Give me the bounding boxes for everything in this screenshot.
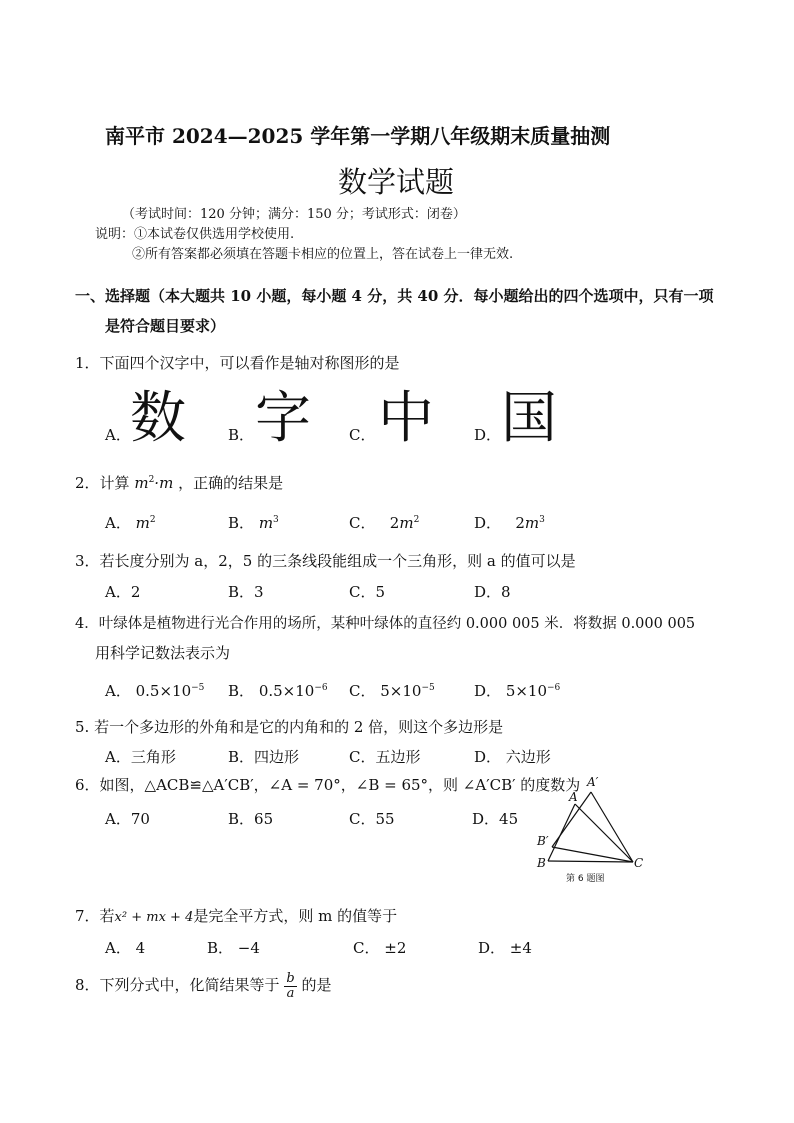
q7-option-a: A． 4 bbox=[105, 939, 146, 957]
label-a: A bbox=[569, 790, 578, 804]
label-c: C bbox=[634, 856, 644, 870]
q4-option-c-mant: 5×10 bbox=[380, 682, 422, 700]
q2-stem-post: ，正确的结果是 bbox=[178, 474, 284, 492]
q8-fraction bbox=[284, 972, 296, 1001]
q4-option-c-label: C． bbox=[349, 682, 376, 700]
q6-option-c: C．55 bbox=[349, 810, 395, 828]
q1-char-d: 国 bbox=[501, 386, 557, 451]
section-heading-line2: 是符合题目要求） bbox=[105, 317, 226, 335]
q8-stem-post: 的是 bbox=[301, 976, 332, 994]
q2-option-d bbox=[474, 512, 545, 533]
q2-option-a-base: m bbox=[135, 514, 150, 532]
label-a-prime: A′ bbox=[587, 775, 599, 789]
q3-option-a: A．2 bbox=[105, 583, 141, 601]
q7-option-c: C． ±2 bbox=[353, 939, 407, 957]
exam-subject: 数学试题 bbox=[338, 165, 455, 199]
q3-option-c: C．5 bbox=[349, 583, 386, 601]
q5-stem: 5. 若一个多边形的外角和是它的内角和的 2 倍，则这个多边形是 bbox=[75, 718, 504, 736]
q4-option-a-label: A． bbox=[105, 682, 131, 700]
q4-stem-line2: 用科学记数法表示为 bbox=[95, 644, 231, 662]
q7-option-b: B． −4 bbox=[207, 939, 260, 957]
q2-option-b-exp: 3 bbox=[273, 515, 279, 525]
exam-title: 南平市 2024—2025 学年第一学期八年级期末质量抽测 bbox=[105, 124, 611, 148]
q4-option-a-mant: 0.5×10 bbox=[135, 682, 192, 700]
edge-a-b bbox=[548, 804, 575, 861]
q7-stem-post: 是完全平方式，则 m 的值等于 bbox=[193, 907, 398, 925]
q1-label-a: A． bbox=[105, 426, 131, 444]
q2-expr-base: m bbox=[134, 474, 149, 492]
edge-b-c bbox=[548, 861, 633, 862]
q7-expr: x² + mx + 4 bbox=[114, 910, 194, 925]
q5-option-c: C．五边形 bbox=[349, 748, 421, 766]
q4-option-d bbox=[474, 680, 560, 701]
q3-option-b: B．3 bbox=[228, 583, 264, 601]
q2-option-b-base: m bbox=[258, 514, 274, 532]
q3-stem: 3．若长度分别为 a，2，5 的三条线段能组成一个三角形，则 a 的值可以是 bbox=[75, 552, 576, 570]
q4-option-d-mant: 5×10 bbox=[505, 682, 548, 700]
q7-option-d: D． ±4 bbox=[478, 939, 532, 957]
q2-option-c-coef: 2 bbox=[389, 514, 400, 532]
q4-stem-line1: 4．叶绿体是植物进行光合作用的场所，某种叶绿体的直径约 0.000 005 米．将数据 0.000 005 bbox=[75, 616, 696, 632]
q2-expr-exp: 2 bbox=[148, 475, 155, 485]
label-b: B bbox=[537, 856, 546, 870]
q1-label-c: C． bbox=[349, 426, 376, 444]
q1-label-d: D． bbox=[474, 426, 502, 444]
q4-option-d-label: D． bbox=[474, 682, 502, 700]
q2-option-d-base: m bbox=[524, 514, 540, 532]
q1-stem: 1．下面四个汉字中，可以看作是轴对称图形的是 bbox=[75, 354, 400, 372]
q8-frac-num: b bbox=[286, 970, 295, 986]
q2-option-b bbox=[228, 512, 279, 533]
q4-option-b-label: B． bbox=[228, 682, 255, 700]
q4-option-a bbox=[105, 680, 204, 701]
label-b-prime: B′ bbox=[537, 834, 549, 848]
q2-option-d-label: D． bbox=[474, 514, 502, 532]
q2-option-d-exp: 3 bbox=[539, 515, 545, 525]
q4-option-a-exp: −5 bbox=[191, 683, 205, 693]
q7-stem-pre: 7．若 bbox=[75, 907, 115, 925]
q4-option-c-exp: −5 bbox=[421, 683, 435, 693]
q1-char-c: 中 bbox=[378, 386, 434, 451]
q2-expr-rest: ·m bbox=[154, 474, 174, 492]
q6-option-a: A．70 bbox=[105, 810, 150, 828]
q5-option-b: B．四边形 bbox=[228, 748, 300, 766]
q4-option-b-mant: 0.5×10 bbox=[258, 682, 315, 700]
q5-option-a: A．三角形 bbox=[105, 748, 176, 766]
q2-option-c-label: C． bbox=[349, 514, 376, 532]
q6-option-d: D．45 bbox=[472, 810, 519, 828]
q2-option-c-exp: 2 bbox=[413, 515, 420, 525]
q2-option-a-label: A． bbox=[105, 514, 131, 532]
q4-option-b-exp: −6 bbox=[314, 683, 328, 693]
q1-char-b: 字 bbox=[255, 386, 311, 451]
q2-stem-pre: 2．计算 bbox=[75, 474, 130, 492]
q2-option-b-label: B． bbox=[228, 514, 255, 532]
note-1: 说明：①本试卷仅供选用学校使用. bbox=[95, 227, 295, 242]
q4-option-c bbox=[349, 680, 435, 701]
q6-triangle-figure bbox=[530, 772, 655, 884]
q2-option-a bbox=[105, 512, 156, 533]
q2-option-c bbox=[349, 512, 419, 533]
note-2: ②所有答案都必须填在答题卡相应的位置上，答在试卷上一律无效. bbox=[132, 247, 514, 262]
q8-stem bbox=[75, 969, 331, 1001]
q3-option-d: D．8 bbox=[474, 583, 511, 601]
q1-label-b: B． bbox=[228, 426, 255, 444]
q2-stem bbox=[75, 472, 283, 493]
exam-info: （考试时间：120 分钟；满分：150 分；考试形式：闭卷） bbox=[122, 207, 466, 222]
q4-option-b bbox=[228, 680, 328, 701]
q2-option-a-exp: 2 bbox=[149, 515, 156, 525]
q1-char-a: 数 bbox=[130, 386, 186, 451]
q8-frac-den: a bbox=[286, 985, 295, 1001]
q2-option-d-coef: 2 bbox=[515, 514, 525, 532]
q8-stem-pre: 8．下列分式中，化简结果等于 bbox=[75, 976, 280, 994]
q7-stem bbox=[75, 905, 397, 926]
q6-stem: 6．如图，△ACB≌△A′CB′，∠A = 70°，∠B = 65°，则 ∠A′CB′ 的度数为 bbox=[75, 776, 581, 794]
q2-option-c-base: m bbox=[399, 514, 414, 532]
q4-option-d-exp: −6 bbox=[547, 683, 561, 693]
section-heading-line1: 一、选择题（本大题共 10 小题，每小题 4 分，共 40 分．每小题给出的四个选项中，只有一项 bbox=[75, 287, 714, 305]
figure-caption: 第 6 题图 bbox=[566, 874, 605, 884]
q5-option-d: D． 六边形 bbox=[474, 748, 551, 766]
q6-option-b: B．65 bbox=[228, 810, 274, 828]
